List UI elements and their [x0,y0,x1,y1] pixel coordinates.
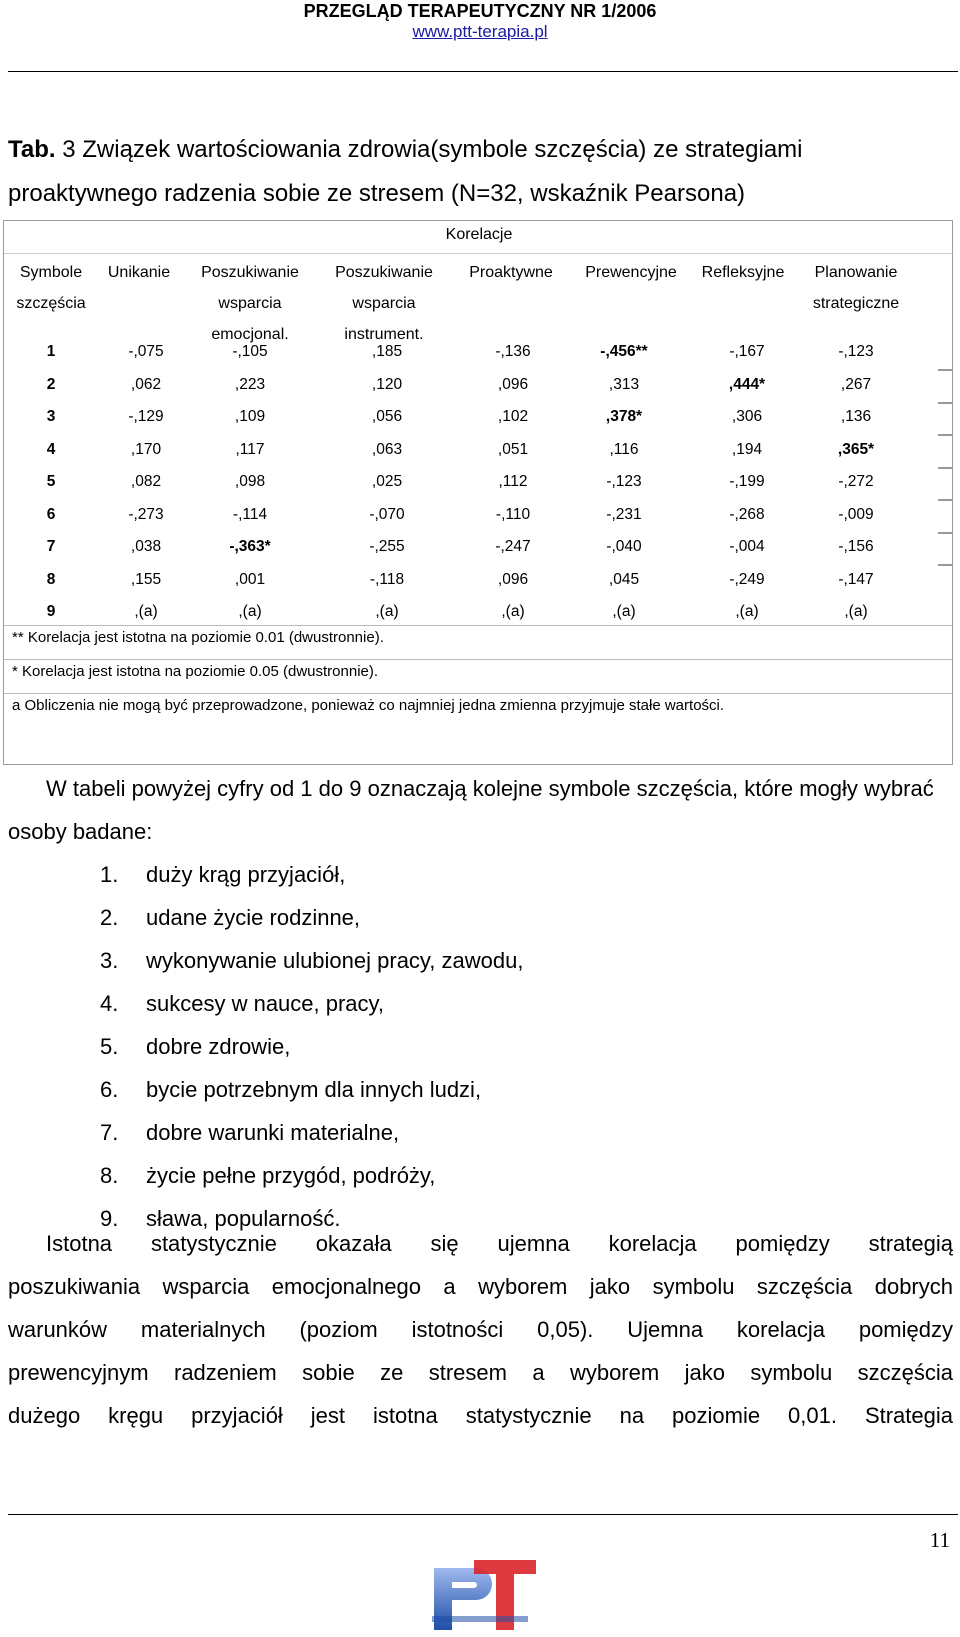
list-item-text: sukcesy w nauce, pracy, [146,991,385,1016]
column-header-line: wsparcia [352,295,416,312]
list-item [100,1068,523,1111]
column-header [9,257,93,319]
table-row [4,369,954,402]
table-cell: -,004 [729,538,765,555]
table-row [4,564,954,597]
table-cell: ,267 [840,375,872,393]
list-item-number: 1. [100,862,119,887]
row-symbol: 8 [46,570,56,588]
column-header-line: instrument. [344,326,424,343]
table-row [4,336,954,369]
table-cell: ,223 [234,375,266,393]
column-header-line: Refleksyjne [701,264,785,281]
list-item-text: sława, popularność. [146,1206,341,1231]
page-number: 11 [929,1528,950,1552]
paragraph-line: poszukiwania wsparcia emocjonalnego a wyborem jako symbolu szczęścia dobrych [8,1274,953,1299]
table-cell: ,062 [130,375,162,393]
table-cell: ,365* [837,440,875,458]
caption-text: 3 Związek wartościowania zdrowia(symbole szczęścia) ze strategiami proaktywnego radzenia sobie ze stresem (N=32, wskaźnik Pearsona) [8,136,803,207]
column-header-line: Symbole [19,264,83,281]
paragraph-line: warunków materialnych (poziom istotności 0,05). Ujemna korelacja pomiędzy [8,1317,953,1342]
list-item [100,853,523,896]
table-cell: -,231 [606,505,642,523]
table-cell: ,116 [609,440,639,458]
column-header-line: Planowanie [814,264,898,281]
table-note: * Korelacja jest istotna na poziomie 0.05 (dwustronnie). [12,663,379,680]
list-item-text: dobre zdrowie, [146,1034,291,1059]
table-cell: ,194 [731,440,763,458]
table-cell: -,136 [495,343,531,360]
table-cell: ,444* [728,375,766,393]
list-item-number: 9. [100,1206,119,1231]
table-cell: -,156 [838,538,874,555]
table-cell: -,272 [838,473,874,490]
table-cell: ,109 [234,408,266,425]
table-cell: ,112 [498,473,528,490]
journal-header [0,0,960,42]
list-item-text: życie pełne przygód, podróży, [146,1163,436,1188]
table-cell: -,075 [128,343,164,360]
table-cell: ,136 [840,408,872,425]
table-cell: -,268 [729,505,765,523]
table-cell: ,155 [130,570,162,588]
table-note: a Obliczenia nie mogą być przeprowadzone, ponieważ co najmniej jedna zmienna przyjmuje stałe wartości. [12,697,725,714]
table-cell: -,118 [369,570,405,588]
list-item-text: wykonywanie ulubionej pracy, zawodu, [146,948,524,973]
table-cell: ,082 [130,473,162,490]
intro-text: W tabeli powyżej cyfry od 1 do 9 oznaczają kolejne symbole szczęścia, które mogły wybrać osoby badane: [8,776,934,844]
list-item [100,939,523,982]
table-cell: ,(a) [501,603,525,620]
table-cell: ,(a) [844,603,868,620]
list-item-text: bycie potrzebnym dla innych ludzi, [146,1077,482,1102]
table-cell: ,(a) [612,603,636,620]
table-cell: ,(a) [134,603,158,620]
table-cell: -,456** [600,343,648,360]
table-cell: ,185 [371,343,403,360]
list-item-number: 3. [100,948,119,973]
footer-divider [8,1514,958,1515]
table-note: ** Korelacja jest istotna na poziomie 0.01 (dwustronnie). [12,629,384,646]
note-rule [4,625,952,626]
list-item [100,1111,523,1154]
row-symbol: 9 [46,603,56,620]
paragraph-line: dużego kręgu przyjaciół jest istotna statystycznie na poziomie 0,01. Strategia [8,1403,953,1428]
row-symbol: 1 [46,343,56,360]
list-item-text: udane życie rodzinne, [146,905,361,930]
table-cell: ,098 [234,473,266,490]
list-item-text: dobre warunki materialne, [146,1120,400,1145]
column-header-line: strategiczne [812,295,900,312]
table-row [4,531,954,564]
table-cell: ,001 [234,570,266,588]
table-cell: -,147 [838,570,874,588]
table-cell: ,(a) [375,603,399,620]
table-caption [8,128,953,216]
happiness-symbols-list [100,853,523,1240]
table-cell: -,249 [729,570,765,588]
header-rule [4,253,954,254]
list-item-text: duży krąg przyjaciół, [146,862,346,887]
list-item [100,1025,523,1068]
column-header [797,257,915,319]
table-cell: ,306 [731,408,763,425]
table-cell: -,199 [729,473,765,490]
list-item [100,896,523,939]
paragraph-line: prewencyjnym radzeniem sobie ze stresem a wyborem jako symbolu szczęścia [8,1360,953,1385]
table-cell: -,129 [128,408,164,425]
table-cell: ,120 [371,375,403,393]
row-symbol: 5 [46,473,56,490]
table-cell: ,025 [371,473,403,490]
list-item-number: 6. [100,1077,119,1102]
table-row [4,466,954,499]
table-row [4,499,954,532]
journal-url-link[interactable]: www.ptt-terapia.pl [412,22,548,41]
table-cell: ,056 [371,408,403,425]
table-cell: -,105 [232,343,268,360]
table-cell: -,110 [495,505,531,523]
column-header-line: emocjonal. [211,326,289,343]
table-cell: -,255 [369,538,405,555]
header-divider [8,71,958,72]
note-rule [4,693,952,694]
table-cell: ,038 [130,538,162,555]
table-cell: ,045 [608,570,640,588]
ptt-logo [404,1556,554,1636]
column-header [456,257,566,288]
table-cell: -,363* [229,538,271,555]
row-symbol: 7 [46,538,56,555]
table-cell: -,123 [606,473,642,490]
column-header-line: Proaktywne [469,264,553,281]
intro-paragraph [8,767,953,853]
table-group-header: Korelacje [445,226,513,243]
table-cell: ,(a) [735,603,759,620]
table-cell: ,051 [497,440,529,458]
table-cell: ,170 [130,440,162,458]
list-item-number: 2. [100,905,119,930]
table-cell: -,114 [232,505,268,523]
caption-label: Tab. [8,136,56,163]
table-row [4,401,954,434]
table-cell: -,070 [369,505,405,523]
column-header-line: szczęścia [16,295,86,312]
list-item-number: 5. [100,1034,119,1059]
row-symbol: 2 [46,375,56,393]
table-cell: ,096 [497,570,529,588]
body-paragraph [8,1222,953,1437]
list-item-number: 4. [100,991,119,1016]
column-header-line: Poszukiwanie [335,264,433,281]
row-symbol: 4 [46,440,56,458]
paragraph-line: Istotna statystycznie okazała się ujemna korelacja pomiędzy strategią [46,1231,953,1256]
note-rule [4,659,952,660]
table-cell: ,313 [608,375,640,393]
column-header-line: Unikanie [107,264,171,281]
table-cell: ,096 [497,375,529,393]
table-cell: -,247 [495,538,531,555]
table-cell: -,167 [729,343,765,360]
column-header-line: Prewencyjne [585,264,677,281]
column-header-line: wsparcia [218,295,282,312]
table-cell: ,117 [235,440,265,458]
column-header [690,257,796,288]
table-cell: -,273 [128,505,164,523]
table-cell: ,063 [371,440,403,458]
table-cell: -,040 [606,538,642,555]
list-item-number: 7. [100,1120,119,1145]
list-item [100,982,523,1025]
table-cell: ,102 [497,408,529,425]
list-item-number: 8. [100,1163,119,1188]
table-cell: -,123 [838,343,874,360]
table-row [4,434,954,467]
list-item [100,1154,523,1197]
journal-title: PRZEGLĄD TERAPEUTYCZNY NR 1/2006 [303,1,657,21]
table-cell: ,378* [605,408,643,425]
column-header-line: Poszukiwanie [201,264,299,281]
row-symbol: 6 [46,505,56,523]
row-symbol: 3 [46,408,56,425]
table-cell: ,(a) [238,603,262,620]
column-header [567,257,695,288]
table-cell: -,009 [838,505,874,523]
correlation-table [3,220,953,765]
column-header [97,257,181,288]
